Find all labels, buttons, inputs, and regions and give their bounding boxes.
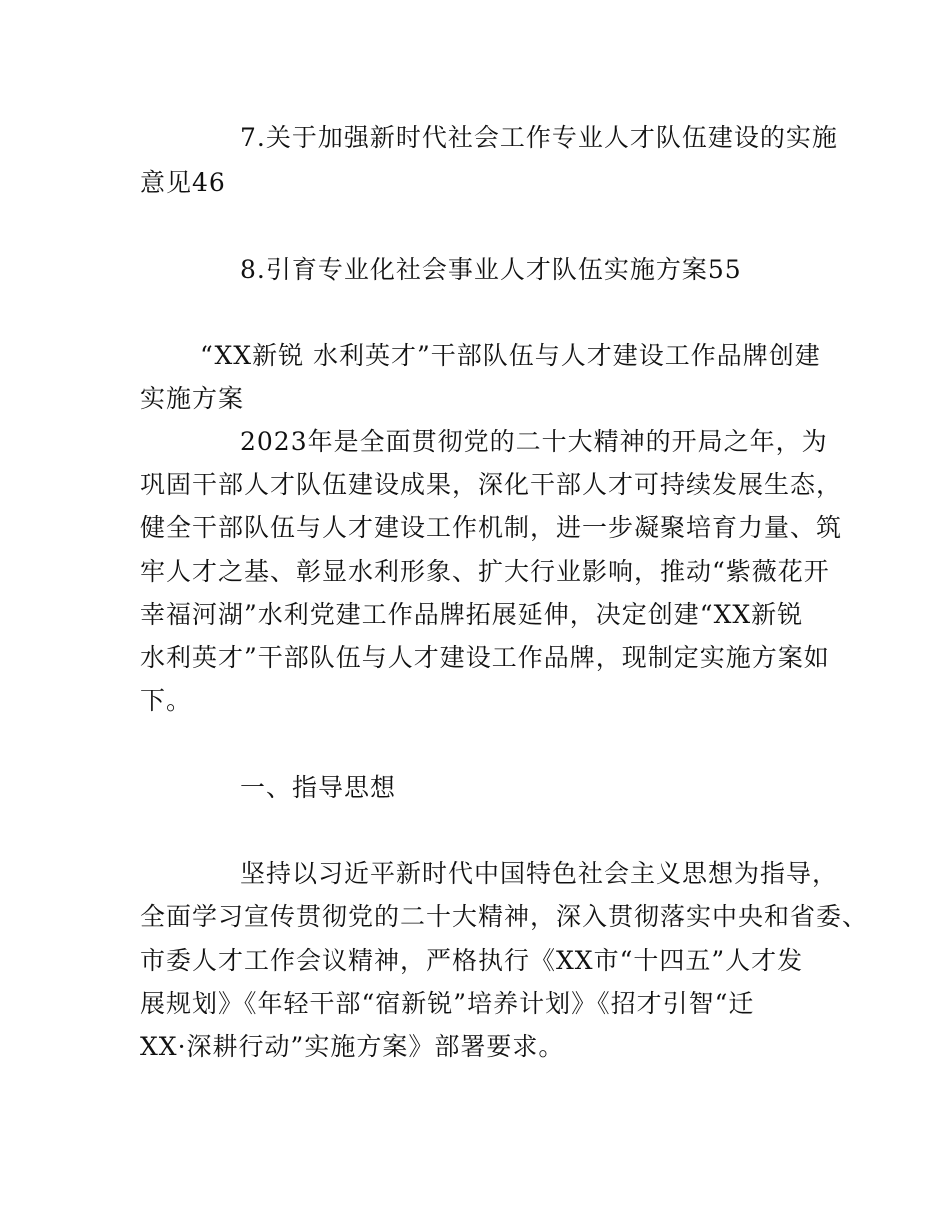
document-title-line-1: “XX新锐 水利英才”干部队伍与人才建设工作品牌创建	[200, 341, 821, 370]
intro-paragraph-line: 健全干部队伍与人才建设工作机制，进一步凝聚培育力量、筑	[140, 513, 843, 542]
intro-paragraph-line: 水利英才”干部队伍与人才建设工作品牌，现制定实施方案如	[140, 643, 830, 672]
section-1-paragraph-line: 展规划》《年轻干部“宿新锐”培养计划》《招才引智“迁	[140, 989, 755, 1018]
section-1-heading: 一、指导思想	[240, 773, 397, 802]
intro-paragraph-line: 牢人才之基、彰显水利形象、扩大行业影响，推动“紫薇花开	[140, 557, 830, 586]
intro-paragraph-line: 2023年是全面贯彻党的二十大精神的开局之年，为	[240, 427, 828, 456]
intro-paragraph-line: 幸福河湖”水利党建工作品牌拓展延伸，决定创建“XX新锐	[140, 600, 804, 629]
toc-item-7-line-1: 7.关于加强新时代社会工作专业人才队伍建设的实施	[240, 123, 838, 152]
document-title-line-2: 实施方案	[140, 384, 245, 413]
section-1-paragraph-line: 坚持以习近平新时代中国特色社会主义思想为指导，	[240, 859, 839, 888]
toc-item-8: 8.引育专业化社会事业人才队伍实施方案55	[240, 255, 742, 284]
intro-paragraph-line: 下。	[140, 686, 193, 715]
section-1-paragraph-line: 市委人才工作会议精神，严格执行《XX市“十四五”人才发	[140, 946, 804, 975]
section-1-paragraph-line: XX·深耕行动”实施方案》部署要求。	[140, 1032, 565, 1061]
section-1-paragraph-line: 全面学习宣传贯彻党的二十大精神，深入贯彻落实中央和省委、	[140, 902, 869, 931]
intro-paragraph-line: 巩固干部人才队伍建设成果，深化干部人才可持续发展生态，	[140, 470, 843, 499]
toc-item-7-line-2: 意见46	[140, 168, 226, 197]
